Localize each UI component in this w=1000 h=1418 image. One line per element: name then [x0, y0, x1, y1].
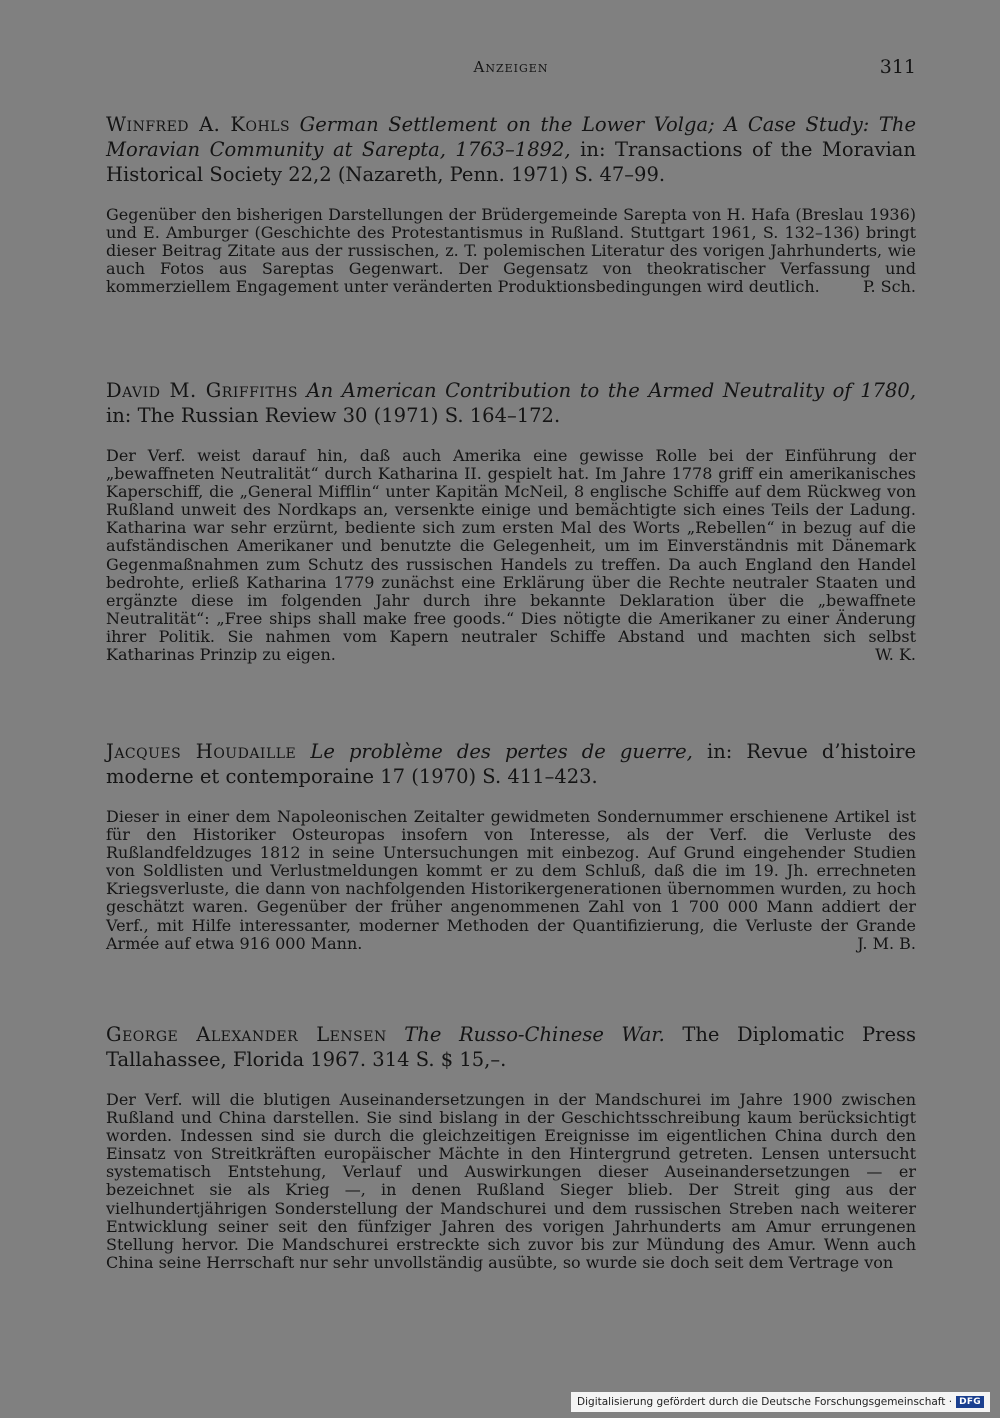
- entry-signature: W. K.: [875, 645, 916, 665]
- entry-citation: in: Transactions of the Moravian Historical Society 22,2 (Nazareth, Penn. 1971) S. 47–99.: [106, 138, 916, 186]
- entry-body: [106, 447, 916, 664]
- entry-title: An American Contribution to the Armed Neutrality of 1780,: [306, 379, 917, 402]
- entry-text: Gegenüber den bisherigen Darstellungen der Brüdergemeinde Sarepta von H. Hafa (Breslau 1936) und E. Amburger (Geschichte des Protestantismus in Rußland. Stuttgart 1961, S. 132–136) bringt dieser Beitrag Zitate aus der russischen, z. T. polemischen Literatur des vorigen Jahrhunderts, wie auch Fotos aus Sareptas Gegenwart. Der Gegensatz von theokratischer Verfassung und kommerziellem Engagement unter veränderten Produktionsbedingungen wird deutlich.: [106, 205, 916, 297]
- review-entry: [106, 112, 916, 296]
- entry-citation: in: The Russian Review 30 (1971) S. 164–172.: [106, 404, 561, 427]
- entry-heading: [106, 739, 916, 789]
- entry-signature: J. M. B.: [857, 933, 916, 953]
- page-number: 311: [879, 56, 916, 78]
- page-header: [106, 58, 916, 84]
- entry-citation: The Diplomatic Press Tallahassee, Florida 1967. 314 S. $ 15,–.: [106, 1023, 916, 1071]
- entry-text: Der Verf. will die blutigen Auseinandersetzungen in der Mandschurei im Jahre 1900 zwischen Rußland und China darstellen. Sie sind bislang in der Geschichtsschreibung kaum berücksichtigt worden. Indessen sind sie durch die gleichzeitigen Ereignisse im eigentlichen China durch den Einsatz von Streitkräften europäischer Mächte in den Hintergrund getreten. Lensen untersucht systematisch Entstehung, Verlauf und Auswirkungen dieser Auseinandersetzungen — er bezeichnet sie als Krieg —, in denen Rußland Sieger blieb. Der Streit ging aus der vielhundertjährigen Sonderstellung der Mandschurei und dem russischen Streben nach weiterer Entwicklung seiner seit den fünfziger Jahren des vorigen Jahrhunderts am Amur errungenen Stellung hervor. Die Mandschurei erstreckte sich zuvor bis zur Mündung des Amur. Wenn auch China seine Herrschaft nur sehr unvollständig ausübte, so wurde sie doch seit dem Vertrage von: [106, 1090, 916, 1272]
- entry-author: Winfred A. Kohls: [106, 113, 291, 136]
- entry-text: Der Verf. weist darauf hin, daß auch Amerika eine gewisse Rolle bei der Einführung der „bewaffneten Neutralität“ durch Katharina II. gespielt hat. Im Jahre 1778 griff ein amerikanisches Kaperschiff, die „General Mifflin“ unter Kapitän McNeil, 8 englische Schiffe auf dem Rückweg von Rußland unweit des Nordkaps an, versenkte einige und bemächtigte sich eines Teils der Ladung. Katharina war sehr erzürnt, bediente sich zum ersten Mal des Worts „Rebellen“ in bezug auf die aufständischen Amerikaner und benutzte die Gelegenheit, um im Einverständnis mit Dänemark Gegenmaßnahmen zum Schutz des russischen Handels zu treffen. Da auch England den Handel bedrohte, erließ Katharina 1779 zunächst eine Erklärung über die Rechte neutraler Staaten und ergänzte diese im folgenden Jahr durch ihre bekannte Deklaration über die „bewaffnete Neutralität“: „Free ships shall make free goods.“ Dies nötigte die Amerikaner zu einer Änderung ihrer Politik. Sie nahmen vom Kapern neutraler Schiffe Abstand und machten sich selbst Katharinas Prinzip zu eigen.: [106, 446, 916, 665]
- entry-author: Jacques Houdaille: [106, 740, 297, 763]
- entry-title: Le problème des pertes de guerre,: [310, 740, 693, 763]
- digitization-footer: [571, 1392, 990, 1412]
- review-entry: [106, 378, 916, 664]
- running-head: Anzeigen: [473, 58, 549, 76]
- review-entry: [106, 1022, 916, 1272]
- dfg-logo: DFG: [956, 1396, 984, 1408]
- review-entry: [106, 739, 916, 953]
- entry-citation: in: Revue d’histoire moderne et contemporaine 17 (1970) S. 411–423.: [106, 740, 916, 788]
- entry-signature: P. Sch.: [862, 277, 916, 297]
- entry-title: The Russo-Chinese War.: [404, 1023, 665, 1046]
- entry-author: David M. Griffiths: [106, 379, 298, 402]
- entry-heading: [106, 378, 916, 428]
- entry-title: German Settlement on the Lower Volga; A Case Study: The Moravian Community at Sarepta, 1763–1892,: [106, 113, 917, 161]
- entry-heading: [106, 112, 916, 187]
- entry-body: [106, 808, 916, 953]
- entry-heading: [106, 1022, 916, 1072]
- entry-text: Dieser in einer dem Napoleonischen Zeitalter gewidmeten Sondernummer erschienene Artikel ist für den Historiker Osteuropas insofern von Interesse, als der Verf. die Verluste des Rußlandfeldzuges 1812 in seine Untersuchungen mit einbezog. Auf Grund eingehender Studien von Soldlisten und Verlustmeldungen kommt er zu dem Schluß, daß die im 19. Jh. errechneten Kriegsverluste, die dann von nachfolgenden Historikergenerationen übernommen wurden, zu hoch geschätzt waren. Gegenüber der früher angenommenen Zahl von 1 700 000 Mann addiert der Verf., mit Hilfe interessanter, moderner Methoden der Quantifizierung, die Verluste der Grande Armée auf etwa 916 000 Mann.: [106, 807, 916, 953]
- entry-author: George Alexander Lensen: [106, 1023, 387, 1046]
- entry-body: [106, 206, 916, 296]
- footer-text: Digitalisierung gefördert durch die Deutsche Forschungsgemeinschaft ·: [577, 1396, 953, 1408]
- entry-body: [106, 1091, 916, 1272]
